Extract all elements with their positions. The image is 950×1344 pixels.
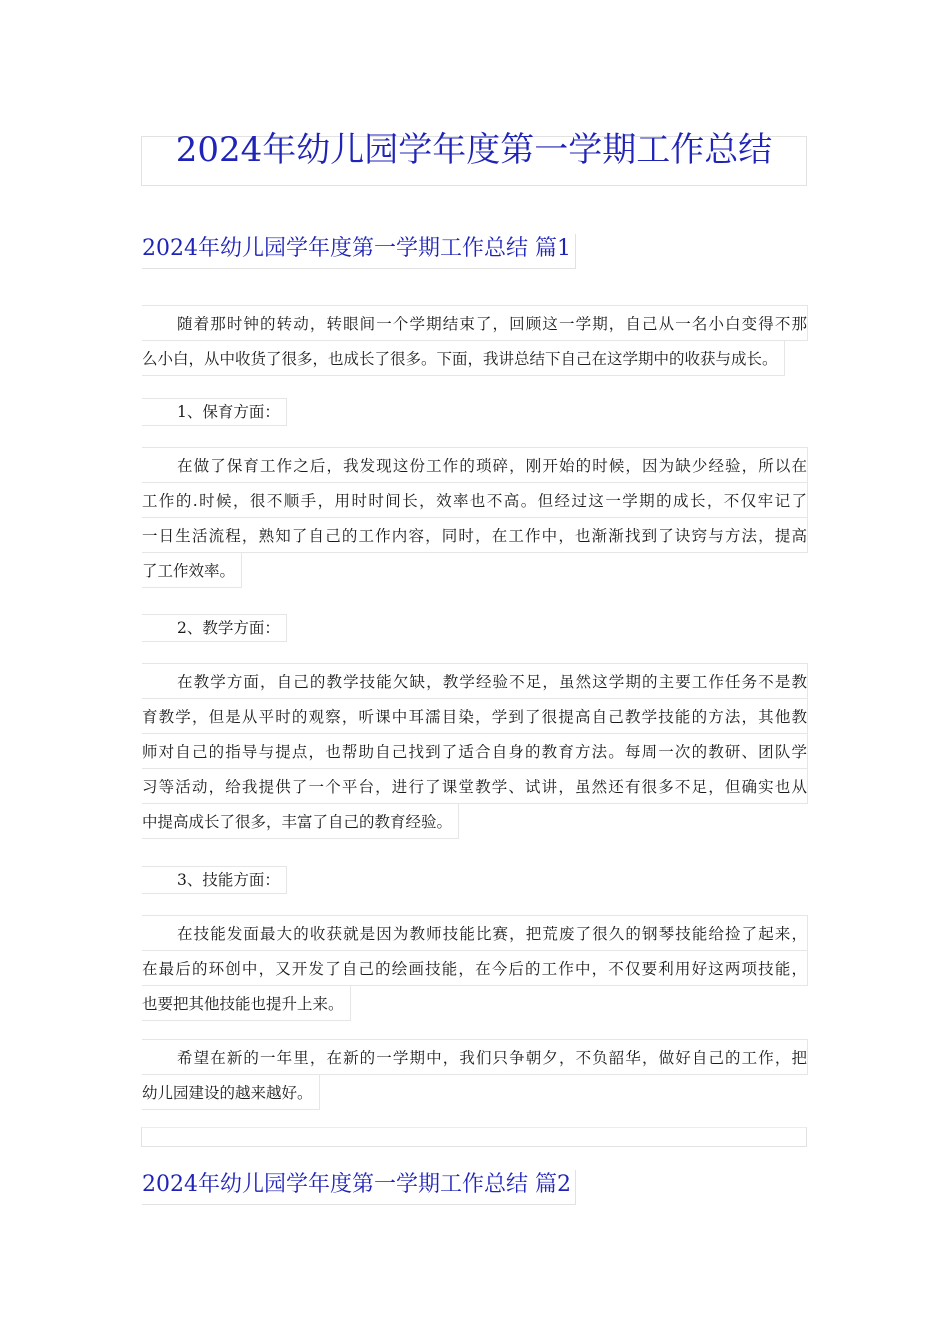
closing-paragraph	[142, 1040, 808, 1114]
paragraph-line: 也要把其他技能也提升上来。	[142, 985, 351, 1021]
paragraph-line: 在教学方面，自己的教学技能欠缺，教学经验不足，虽然这学期的主要工作任务不是教	[142, 663, 808, 699]
paragraph-line: 在做了保育工作之后，我发现这份工作的琐碎，刚开始的时候，因为缺少经验，所以在	[142, 447, 808, 483]
paragraph-line: 了工作效率。	[142, 552, 242, 588]
paragraph-line: 在最后的环创中，又开发了自己的绘画技能，在今后的工作中，不仅要利用好这两项技能，	[142, 950, 808, 986]
subheading-skills: 3、技能方面：	[142, 866, 287, 894]
paragraph-line: 希望在新的一年里，在新的一学期中，我们只争朝夕，不负韶华，做好自己的工作，把	[142, 1039, 808, 1075]
paragraph-line: 随着那时钟的转动，转眼间一个学期结束了，回顾这一学期，自己从一名小白变得不那	[142, 305, 808, 341]
paragraph-line: 师对自己的指导与提点，也帮助自己找到了适合自身的教育方法。每周一次的教研、团队学	[142, 733, 808, 769]
care-paragraph	[142, 448, 808, 592]
paragraph-line: 在技能发面最大的收获就是因为教师技能比赛，把荒废了很久的钢琴技能给捡了起来，	[142, 915, 808, 951]
teaching-paragraph	[142, 664, 808, 843]
section-heading-1: 2024年幼儿园学年度第一学期工作总结 篇1	[142, 234, 576, 269]
section-divider	[141, 1127, 807, 1147]
paragraph-line: 工作的.时候，很不顺手，用时时间长，效率也不高。但经过这一学期的成长，不仅牢记了	[142, 482, 808, 518]
paragraph-line: 一日生活流程，熟知了自己的工作内容，同时，在工作中，也渐渐找到了诀窍与方法，提高	[142, 517, 808, 553]
subheading-care: 1、保育方面：	[142, 398, 287, 426]
paragraph-line: 中提高成长了很多，丰富了自己的教育经验。	[142, 803, 459, 839]
intro-paragraph	[142, 306, 808, 380]
paragraph-line: 育教学，但是从平时的观察，听课中耳濡目染，学到了很提高自己教学技能的方法，其他教	[142, 698, 808, 734]
document-title: 2024年幼儿园学年度第一学期工作总结	[175, 130, 773, 170]
section-heading-2: 2024年幼儿园学年度第一学期工作总结 篇2	[142, 1170, 576, 1205]
skills-paragraph	[142, 916, 808, 1025]
paragraph-line: 么小白，从中收货了很多，也成长了很多。下面，我讲总结下自己在这学期中的收获与成长。	[142, 340, 785, 376]
paragraph-line: 习等活动，给我提供了一个平台，进行了课堂教学、试讲，虽然还有很多不足，但确实也从	[142, 768, 808, 804]
paragraph-line: 幼儿园建设的越来越好。	[142, 1074, 320, 1110]
subheading-teaching: 2、教学方面：	[142, 614, 287, 642]
